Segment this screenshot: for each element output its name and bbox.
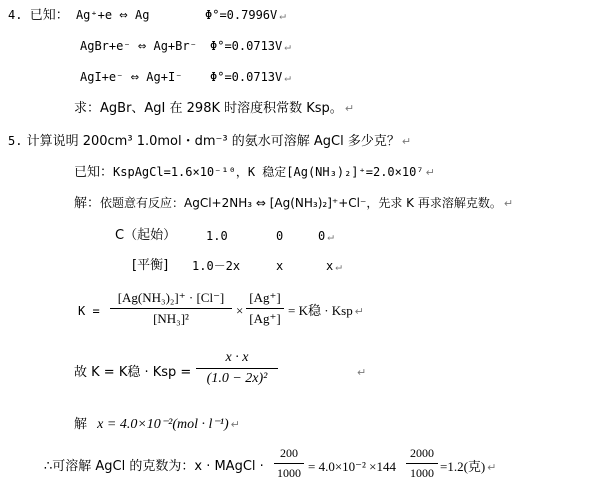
final-fraction-1 — [274, 446, 304, 481]
equilibrium-arrow-icon: ⇔ — [137, 38, 147, 54]
paragraph-mark-icon: ↵ — [284, 71, 291, 84]
reaction-2-lhs: AgBr+e⁻ — [80, 39, 131, 53]
k-fraction-1-numerator: [Ag(NH₃)₂]⁺ · [Cl⁻] — [117, 290, 225, 305]
paragraph-mark-icon: ↵ — [357, 366, 367, 379]
final-result — [440, 458, 496, 477]
therefore-k-fraction — [196, 350, 278, 387]
fraction-bar — [246, 308, 284, 309]
problem-5-known — [74, 163, 435, 182]
final-fraction-2 — [406, 446, 438, 481]
reaction-2-potential: Φ°=0.0713V — [210, 39, 283, 53]
reaction-1-potential: Φ°=0.7996V — [205, 8, 278, 22]
problem-4-ask-text: 求：AgBr、AgI 在 298K 时溶度积常数 Ksp。 — [74, 101, 343, 116]
therefore-k-denominator: (1.0 − 2x)² — [206, 371, 268, 386]
fraction-bar — [196, 368, 278, 369]
k-times-sign: × — [236, 303, 244, 318]
k-expression-result — [288, 302, 364, 321]
initial-row-c3-value: 0 — [318, 229, 326, 243]
equilibrium-row-c3-value: x — [326, 259, 334, 273]
reaction-3-rhs: Ag+I⁻ — [146, 70, 183, 84]
reaction-3-lhs: AgI+e⁻ — [80, 70, 124, 84]
therefore-k-mark — [355, 364, 366, 382]
fraction-bar — [406, 463, 438, 464]
paragraph-mark-icon: ↵ — [327, 230, 334, 243]
problem-5-solution-text: 依题意有反应：AgCl+2NH₃ ⇔ [Ag(NH₃)₂]⁺+Cl⁻，先求 K 再求溶解克数。 — [100, 196, 502, 210]
final-fraction-2-numerator: 2000 — [410, 446, 434, 460]
problem-4-line — [8, 6, 149, 25]
therefore-k-numerator: x · x — [225, 350, 249, 365]
paragraph-mark-icon: ↵ — [354, 306, 364, 318]
initial-row-c2: 0 — [276, 229, 284, 243]
k-expression-lead: K = — [78, 304, 100, 318]
problem-5-solution — [74, 194, 513, 213]
paragraph-mark-icon: ↵ — [425, 166, 435, 179]
reaction-2-line — [80, 37, 197, 55]
final-lead: ∴可溶解 AgCl 的克数为：x · MAgCl · — [44, 459, 264, 474]
initial-row-label: C（起始） — [115, 228, 177, 243]
equilibrium-row-c3 — [326, 257, 342, 276]
problem-5-question: 计算说明 200cm³ 1.0mol・dm⁻³ 的氨水可溶解 AgCl 多少克？ — [26, 134, 400, 149]
paragraph-mark-icon: ↵ — [503, 197, 514, 210]
paragraph-mark-icon: ↵ — [279, 9, 286, 22]
paragraph-mark-icon: ↵ — [284, 40, 291, 53]
k-fraction-2-denominator: [Ag⁺] — [249, 311, 281, 326]
paragraph-mark-icon: ↵ — [401, 135, 412, 148]
fraction-bar — [110, 308, 232, 309]
equilibrium-row-c1: 1.0－2x — [192, 259, 241, 273]
reaction-3-potential-line — [210, 68, 291, 87]
k-fraction-2 — [246, 290, 284, 327]
final-middle: = 4.0×10⁻² ×144 — [308, 459, 397, 474]
reaction-1-potential-line — [205, 6, 286, 25]
problem-4-number: 4. — [8, 8, 23, 22]
k-fraction-2-numerator: [Ag⁺] — [249, 290, 281, 305]
problem-5-number: 5. — [8, 134, 23, 148]
initial-row-c3 — [318, 227, 334, 246]
reaction-3-potential: Φ°=0.0713V — [210, 70, 283, 84]
fraction-bar — [274, 463, 304, 464]
problem-4-ask — [74, 100, 354, 118]
problem-5-question-line — [8, 132, 411, 151]
final-fraction-2-denominator: 1000 — [410, 466, 434, 480]
equilibrium-arrow-icon: ⇔ — [130, 69, 140, 85]
reaction-1-rhs: Ag — [134, 8, 150, 22]
problem-5-known-label: 已知： — [74, 165, 114, 180]
final-result-text: =1.2(克) — [440, 459, 486, 474]
final-fraction-1-denominator: 1000 — [277, 466, 301, 480]
k-fraction-1 — [110, 290, 232, 327]
equilibrium-arrow-icon: ⇔ — [119, 7, 128, 23]
reaction-2-rhs: Ag+Br⁻ — [153, 39, 197, 53]
k-expression-result-text: = K稳 · Ksp — [288, 303, 353, 318]
therefore-k-lead: 故 K = K稳 · Ksp = — [74, 365, 192, 380]
k-fraction-1-denominator: [NH₃]² — [153, 311, 189, 326]
known-label: 已知： — [29, 8, 69, 23]
reaction-3-line — [80, 68, 182, 86]
paragraph-mark-icon: ↵ — [487, 462, 497, 474]
reaction-1-lhs: Ag⁺+e — [75, 8, 113, 22]
x-solution-lead: 解 — [74, 417, 88, 432]
equilibrium-row-c2: x — [276, 259, 284, 273]
paragraph-mark-icon: ↵ — [344, 102, 355, 115]
reaction-2-potential-line — [210, 37, 291, 56]
final-fraction-1-numerator: 200 — [280, 446, 298, 460]
x-solution-expression: x = 4.0×10⁻²(mol · l⁻¹) — [97, 417, 229, 432]
equilibrium-row-label: [平衡] — [132, 258, 169, 273]
initial-row-c1: 1.0 — [206, 229, 228, 243]
x-solution-line — [74, 416, 240, 434]
problem-5-known-text: KspAgCl=1.6×10⁻¹⁰，K 稳定[Ag(NH₃)₂]⁺=2.0×10⁷ — [113, 165, 424, 179]
problem-5-solution-label: 解： — [74, 196, 101, 211]
paragraph-mark-icon: ↵ — [335, 260, 342, 273]
paragraph-mark-icon: ↵ — [230, 418, 240, 431]
